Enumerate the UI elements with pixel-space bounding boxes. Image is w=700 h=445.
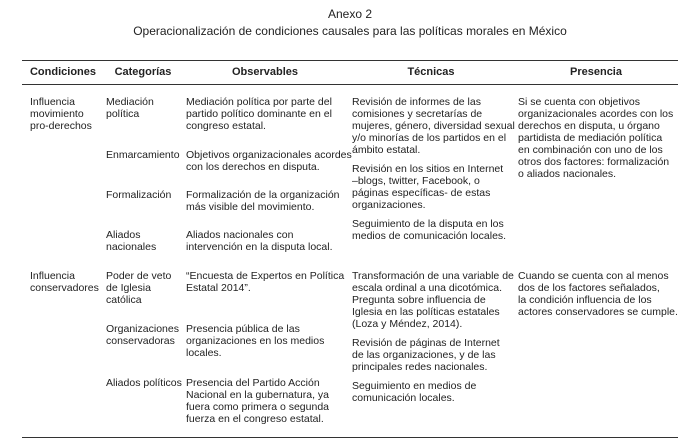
categoria-cell: Mediación política xyxy=(106,96,154,120)
header-categorias: Categorías xyxy=(114,66,172,78)
tecnica-cell: Seguimiento en medios de comunicación locales. xyxy=(352,380,477,404)
tecnica-cell: Revisión de páginas de Internet de las organizaciones, y de las principales redes nacionales. xyxy=(352,337,500,373)
observable-cell: Aliados nacionales con intervención en la disputa local. xyxy=(186,229,333,253)
observable-cell: Mediación política por parte del partido político dominante en el congreso estatal. xyxy=(186,96,332,132)
header-condiciones: Condiciones xyxy=(29,66,96,78)
doc-title: Anexo 2 xyxy=(327,7,373,21)
header-tecnicas: Técnicas xyxy=(407,66,455,78)
table-bottom-rule xyxy=(22,437,678,438)
observable-cell: Formalización de la organización más visible del movimiento. xyxy=(186,189,340,213)
header-presencia: Presencia xyxy=(570,66,622,78)
condicion-cell: Influencia conservadores xyxy=(30,270,99,294)
observable-cell: Presencia del Partido Acción Nacional en la gubernatura, ya fuera como primera o segunda fuerza en el congreso estatal. xyxy=(186,377,330,425)
categoria-cell: Enmarcamiento xyxy=(106,149,180,161)
categoria-cell: Organizaciones conservadoras xyxy=(106,323,179,347)
presencia-cell: Cuando se cuenta con al menos dos de los factores señalados, la condición influencia de los actores conservadores se cumple. xyxy=(518,270,678,318)
categoria-cell: Poder de veto de Iglesia católica xyxy=(106,270,172,306)
presencia-cell: Si se cuenta con objetivos organizacionales acordes con los derechos en disputa, u órgano partidista de mediación política en combinación con uno de los otros dos factores: formalización o aliados nacionales. xyxy=(518,96,674,180)
categoria-cell: Aliados nacionales xyxy=(106,229,157,253)
tecnica-cell: Transformación de una variable de escala ordinal a una dicotómica. Pregunta sobre influencia de Iglesia en las políticas estatales (Loza y Méndez, 2014). xyxy=(352,270,514,330)
observable-cell: Objetivos organizacionales acordes con los derechos en disputa. xyxy=(186,149,352,173)
tecnica-cell: Seguimiento de la disputa en los medios de comunicación locales. xyxy=(352,218,507,242)
header-observables: Observables xyxy=(231,66,299,78)
categoria-cell: Formalización xyxy=(106,189,172,201)
tecnica-cell: Revisión de informes de las comisiones y secretarías de mujeres, género, diversidad sexual y/o minorías de los partidos en el ámbito estatal. xyxy=(352,96,515,156)
observable-cell: Presencia pública de las organizaciones en los medios locales. xyxy=(186,323,325,359)
doc-subtitle: Operacionalización de condiciones causales para las políticas morales en México xyxy=(133,24,567,38)
categoria-cell: Aliados políticos xyxy=(106,377,182,389)
tecnica-cell: Revisión en los sitios en Internet –blogs, twitter, Facebook, o páginas específicas- de estas organizaciones. xyxy=(352,163,504,211)
table-header-rule xyxy=(22,84,678,85)
observable-cell: “Encuesta de Expertos en Política Estatal 2014”. xyxy=(186,270,345,294)
table-top-rule xyxy=(22,60,678,61)
condicion-cell: Influencia movimiento pro-derechos xyxy=(30,96,92,132)
